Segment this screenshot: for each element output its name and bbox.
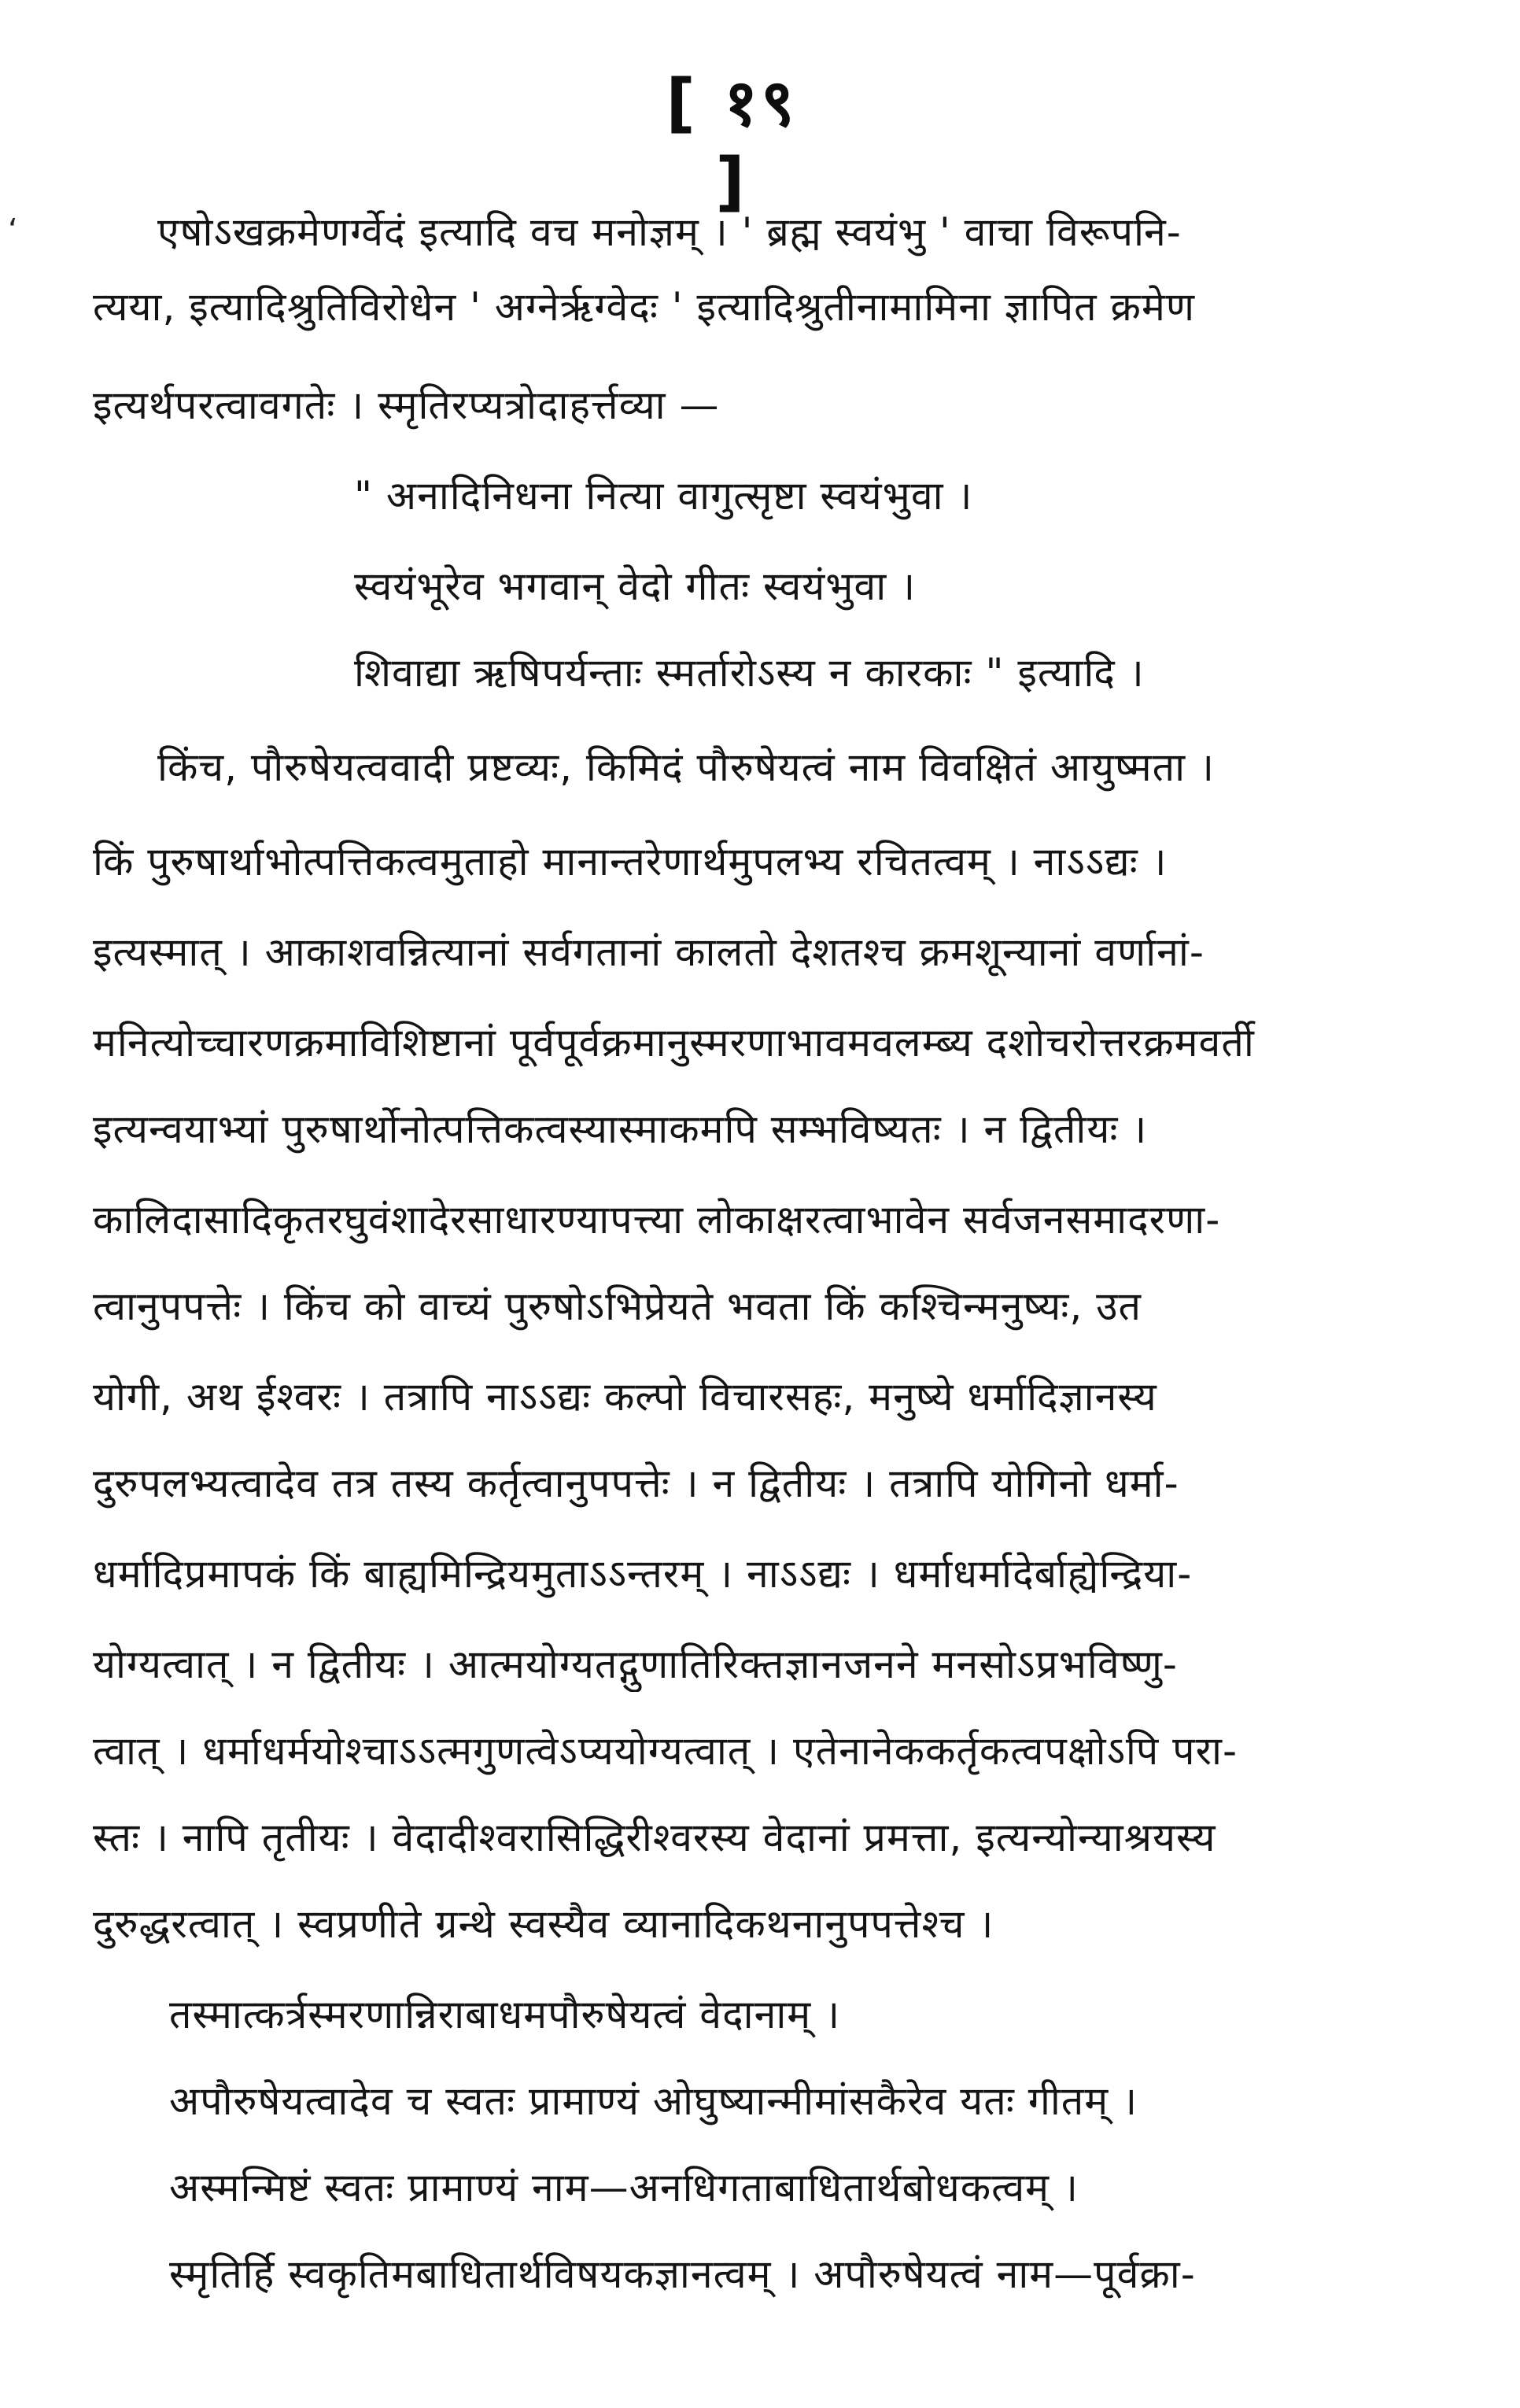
page-number: [ १९ ]	[666, 66, 798, 220]
verse-line: स्वयंभूरेव भगवान् वेदो गीतः स्वयंभुवा ।	[354, 563, 917, 609]
text-line: योगी, अथ ईश्वरः । तत्रापि नाऽऽद्यः कल्पो विचारसहः, मनुष्ये धर्मादिज्ञानस्य	[93, 1374, 1157, 1420]
text-line: इत्यन्वयाभ्यां पुरुषार्थोनोत्पत्तिकत्वस्यास्माकमपि सम्भविष्यतः । न द्वितीयः ।	[93, 1106, 1148, 1152]
text-line: मनित्योच्चारणक्रमाविशिष्टानां पूर्वपूर्वक्रमानुस्मरणाभावमवलम्ब्य दशोचरोत्तरक्रमवर्ती	[93, 1020, 1255, 1066]
text-line: एषोऽखक्रमेणर्ग्वेदं इत्यादि वच मनोज्ञम् । ' ब्रह्म स्वयंभु ' वाचा विरूपनि-	[157, 209, 1182, 255]
text-line: अस्मन्मिष्टं स्वतः प्रामाण्यं नाम—अनधिगताबाधितार्थबोधकत्वम् ।	[169, 2165, 1079, 2210]
text-line: स्मृतिर्हि स्वकृतिमबाधितार्थविषयकज्ञानत्वम् । अपौरुषेयत्वं नाम—पूर्वक्रा-	[169, 2251, 1196, 2297]
text-line: इत्यर्थपरत्वावगतेः । स्मृतिरप्यत्रोदाहर्त्तव्या —	[93, 382, 720, 428]
text-line: दुरुपलभ्यत्वादेव तत्र तस्य कर्तृत्वानुपपत्तेः । न द्वितीयः । तत्रापि योगिनो धर्मा-	[93, 1461, 1179, 1506]
text-line: तस्मात्कर्त्रस्मरणान्निराबाधमपौरुषेयत्वं वेदानाम् ।	[169, 1992, 841, 2037]
text-line: स्तः । नापि तृतीयः । वेदादीश्वरासिद्धिरीश्वरस्य वेदानां प्रमत्ता, इत्यन्योन्याश्रयस्य	[93, 1815, 1216, 1860]
text-line: त्वात् । धर्माधर्मयोश्चाऽऽत्मगुणत्वेऽप्ययोग्यत्वात् । एतेनानेककर्तृकत्वपक्षोऽपि परा-	[93, 1728, 1238, 1774]
text-line: कालिदासादिकृतरघुवंशादेरसाधारण्यापत्त्या लोकाक्षरत्वाभावेन सर्वजनसमादरणा-	[93, 1197, 1221, 1243]
verse-line: " अनादिनिधना नित्या वागुत्सृष्टा स्वयंभुवा ।	[354, 473, 973, 519]
margin-mark: ‘	[8, 212, 18, 249]
text-line: इत्यस्मात् । आकाशवन्नित्यानां सर्वगतानां कालतो देशतश्च क्रमशून्यानां वर्णानां-	[93, 929, 1205, 975]
text-line: दुरुद्धरत्वात् । स्वप्रणीते ग्रन्थे स्वस्यैव व्यानादिकथनानुपपत्तेश्च ।	[93, 1901, 994, 1947]
text-line: योग्यत्वात् । न द्वितीयः । आत्मयोग्यतद्गुणातिरिक्तज्ञानजनने मनसोऽप्रभविष्णु-	[93, 1642, 1178, 1687]
text-line: त्वानुपपत्तेः । किंच को वाच्यं पुरुषोऽभिप्रेयते भवता किं कश्चिन्मनुष्यः, उत	[93, 1283, 1142, 1329]
text-line: त्यया, इत्यादिश्रुतिविरोधेन ' अग्नेर्ऋग्वेदः ' इत्यादिश्रुतीनामामिना ज्ञापित क्रमेण	[93, 284, 1195, 330]
text-line: अपौरुषेयत्वादेव च स्वतः प्रामाण्यं ओघुष्यान्मीमांसकैरेव यतः गीतम् ।	[169, 2078, 1138, 2124]
verse-line: शिवाद्या ऋषिपर्यन्ताः स्मर्तारोऽस्य न कारकाः " इत्यादि ।	[354, 650, 1145, 696]
text-line: किं पुरुषार्थाभोत्पत्तिकत्वमुताहो मानान्तरेणार्थमुपलभ्य रचितत्वम् । नाऽऽद्यः ।	[93, 839, 1168, 885]
text-line: धर्मादिप्रमापकं किं बाह्यमिन्द्रियमुताऽऽन्तरम् । नाऽऽद्यः । धर्माधर्मादेर्बाह्येन्द्रिया-	[93, 1551, 1193, 1597]
text-line: किंच, पौरुषेयत्ववादी प्रष्टव्यः, किमिदं पौरुषेयत्वं नाम विवक्षितं आयुष्मता ।	[157, 744, 1215, 790]
